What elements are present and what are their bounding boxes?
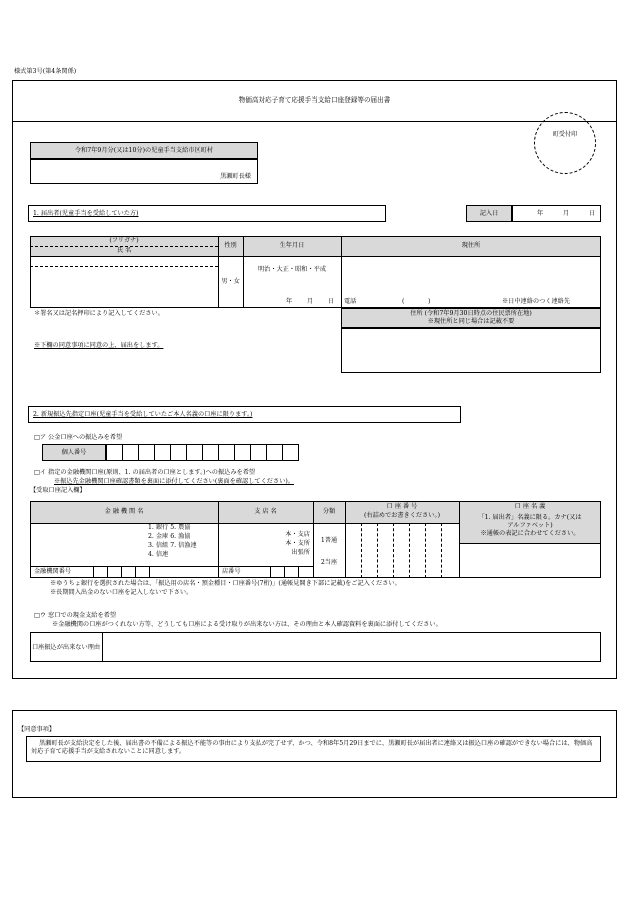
residence-header bbox=[341, 308, 601, 328]
bank-type-2[interactable]: 2. 金庫 6. 漁協 bbox=[148, 533, 191, 540]
form-number: 様式第3号(第4条関係) bbox=[14, 68, 77, 75]
entry-date-day: 日 bbox=[589, 210, 596, 217]
residence-label: 住所 (令和7年9月30日時点の住民票所在地) bbox=[410, 310, 532, 317]
consent-text-box bbox=[26, 736, 601, 762]
era-choice[interactable]: 明治・大正・昭和・平成 bbox=[257, 266, 327, 273]
consent-text: 黒瀬町長が支給決定をした後、届出書の不備による振込不能等の事由により支払が完了せず、かつ、令和8年5月29日までに、黒瀬町長が届出者に連絡又は振込口座の確認ができない場合には、物価高対応子育て応援手当が支給されないことに同意します。 bbox=[31, 740, 593, 755]
option-i-note: ※振込先金融機関口座確認書類を裏面に添付してください(裏面を確認してください)。 bbox=[54, 478, 294, 485]
daytime-contact-note: ※日中連絡のつく連絡先 bbox=[502, 298, 571, 305]
dob-year: 年 bbox=[286, 298, 293, 305]
dormant-account-note: ※長期間入出金のない口座を記入しないで下さい。 bbox=[50, 589, 193, 596]
entry-date-month: 月 bbox=[563, 210, 570, 217]
title-divider bbox=[12, 121, 617, 122]
holder-note-1: 「1. 届出者」名義に限る。カナ(又は bbox=[478, 514, 582, 521]
yucho-note: ※ゆうちょ銀行を選択された場合は、「振込用の店名・預金種目・口座番号(7桁)」(通帳見開き下部に記載)をご記入ください。 bbox=[50, 580, 401, 587]
section2-heading: 2. 新規振込先指定口座(児童手当を受給していたご本人名義の口座に限ります。) bbox=[33, 411, 253, 418]
bank-type-4[interactable]: 4. 信連 bbox=[148, 551, 169, 558]
branch-type-2[interactable]: 本・支所 bbox=[285, 540, 310, 547]
receive-account-heading: 【受取口座記入欄】 bbox=[30, 487, 86, 494]
reception-stamp-circle bbox=[534, 112, 596, 174]
dob-label: 生年月日 bbox=[279, 242, 305, 249]
option-i-bank-account[interactable]: □イ 指定の金融機関口座(原則、1. の届出者の口座とします。)への振込みを希望 bbox=[34, 469, 256, 476]
addressee-header bbox=[30, 142, 258, 159]
bank-name-field[interactable] bbox=[31, 524, 145, 564]
col-account-number: 口 座 番 号 bbox=[386, 503, 418, 510]
section1-heading: 1. 届出者(児童手当を受給していた方) bbox=[33, 210, 139, 217]
personal-number-label: 個人番号 bbox=[61, 449, 87, 456]
account-type-1[interactable]: 1普通 bbox=[320, 537, 338, 544]
col-bank-name: 金 融 機 関 名 bbox=[104, 508, 144, 515]
branch-type-1[interactable]: 本・支店 bbox=[285, 531, 310, 538]
account-type-2[interactable]: 2当座 bbox=[320, 559, 338, 566]
page-title: 物価高対応子育て応援手当支給口座登録等の届出書 bbox=[238, 96, 391, 104]
section1-heading-box bbox=[28, 205, 386, 222]
holder-note-2: アルファベット) bbox=[507, 522, 553, 529]
residence-field[interactable] bbox=[341, 328, 601, 373]
col-account-type: 分類 bbox=[322, 508, 336, 515]
sex-label: 性別 bbox=[224, 242, 237, 249]
entry-date-year: 年 bbox=[537, 210, 544, 217]
residence-same-note: ※現住所と同じ場合は記載不要 bbox=[427, 317, 515, 325]
option-u-cash-at-counter[interactable]: □ウ 窓口での現金支給を希望 bbox=[34, 612, 117, 619]
bank-type-3[interactable]: 3. 信組 7. 信漁連 bbox=[148, 542, 197, 549]
phone-label: 電話 bbox=[344, 298, 357, 305]
phone-paren-close: ) bbox=[428, 298, 431, 305]
entry-date-label-box bbox=[466, 205, 512, 222]
col-account-number-sub: (右詰めでお書きください。) bbox=[364, 512, 440, 519]
mayor-name: 黒瀬町長様 bbox=[220, 173, 251, 180]
name-label: 氏 名 bbox=[116, 247, 132, 254]
account-number-field[interactable] bbox=[346, 524, 458, 577]
reason-field[interactable] bbox=[103, 633, 600, 661]
signature-note: ＊署名又は記名押印により記入してください。 bbox=[34, 310, 164, 317]
option-u-note: ※金融機関の口座がつくれない方等、どうしても口座による受け取りが出来ない方は、その理由と本人確認資料を裏面に添付してください。 bbox=[52, 621, 442, 628]
consent-prompt: ※下欄の同意事項に同意の上、届出をします。 bbox=[34, 342, 164, 349]
entry-date-label: 記入日 bbox=[479, 210, 499, 217]
account-holder-field[interactable] bbox=[460, 544, 600, 577]
furigana-label: (フリガナ) bbox=[109, 237, 139, 244]
dob-month: 月 bbox=[307, 298, 314, 305]
option-a-public-account[interactable]: □ア 公金口座への振込みを希望 bbox=[34, 434, 123, 441]
consent-heading: 【同意事項】 bbox=[18, 726, 56, 733]
addressee-body bbox=[30, 159, 258, 184]
dob-day: 日 bbox=[328, 298, 335, 305]
phone-paren-open: ( bbox=[402, 298, 405, 305]
address-label: 現住所 bbox=[461, 242, 481, 249]
col-account-holder: 口 座 名 義 bbox=[514, 503, 546, 510]
branch-code-label: 店番号 bbox=[222, 568, 241, 575]
entry-date-field[interactable] bbox=[512, 205, 601, 222]
branch-type-3[interactable]: 出張所 bbox=[291, 549, 310, 556]
bank-type-1[interactable]: 1. 銀行 5. 農協 bbox=[148, 524, 191, 531]
current-address-field[interactable] bbox=[342, 257, 600, 295]
personal-number-label-box bbox=[42, 444, 106, 461]
addressee-line: 令和7年9月分(又は10分)の児童手当支給市区町村 bbox=[74, 147, 214, 154]
bank-code-label: 金融機関番号 bbox=[34, 568, 72, 575]
col-branch-name: 支 店 名 bbox=[254, 508, 277, 515]
reason-label: 口座振込が出来ない理由 bbox=[31, 644, 101, 651]
reception-stamp-label: 町受付印 bbox=[552, 131, 578, 138]
section2-heading-box bbox=[28, 406, 461, 423]
furigana-field[interactable] bbox=[31, 257, 217, 266]
branch-code-field[interactable] bbox=[270, 566, 313, 578]
name-field[interactable] bbox=[31, 267, 217, 307]
holder-note-3: ※通帳の表記に合わせてください。 bbox=[480, 530, 580, 537]
sex-choice[interactable]: 男・女 bbox=[221, 278, 240, 285]
